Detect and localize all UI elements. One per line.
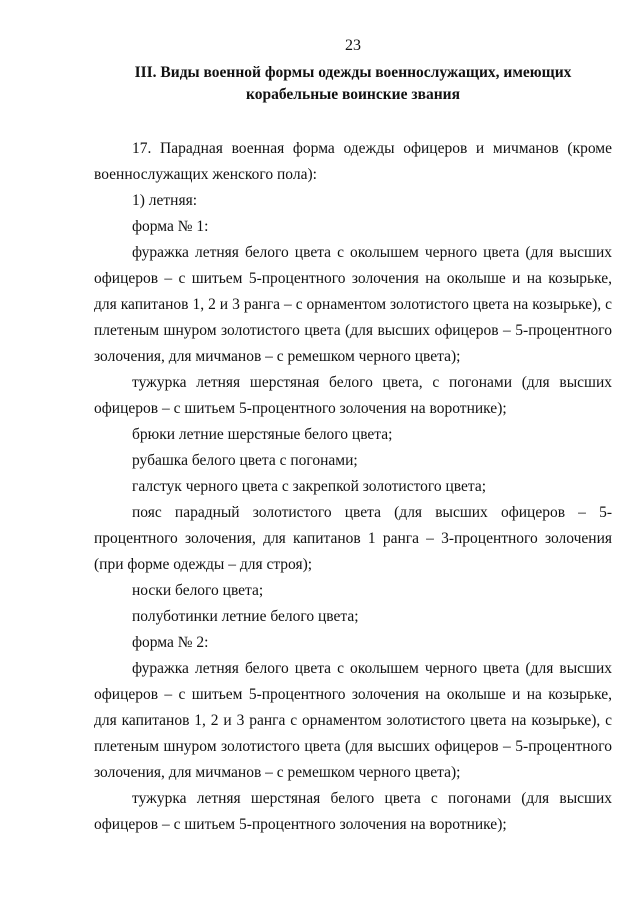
paragraph-cap-2: фуражка летняя белого цвета с околышем черного цвета (для высших офицеров – с шитьем 5-процентного золочения на околыше и на козырьке, для капитанов 1, 2 и 3 ранга с орнаментом золотистого цвета на козырьке), с плетеным шнуром золотистого цвета (для высших офицеров – 5-процентного золочения, для мичманов – с ремешком черного цвета);	[94, 660, 612, 781]
paragraph-17-intro: 17. Парадная военная форма одежды офицеров и мичманов (кроме военнослужащих женского пола):	[94, 140, 612, 183]
paragraph-cap-1: фуражка летняя белого цвета с околышем черного цвета (для высших офицеров – с шитьем 5-процентного золочения на околыше и на козырьке, для капитанов 1, 2 и 3 ранга – с орнаментом золотистого цвета на козырьке), с плетеным шнуром золотистого цвета (для высших офицеров – 5-процентного золочения, для мичманов – с ремешком черного цвета);	[94, 244, 612, 365]
section-title-line-2: корабельные воинские звания	[246, 86, 460, 103]
page-number: 23	[345, 37, 361, 54]
paragraph-jacket-1: тужурка летняя шерстяная белого цвета, с погонами (для высших офицеров – с шитьем 5-процентного золочения на воротнике);	[94, 374, 612, 417]
section-title	[94, 62, 612, 106]
document-page	[94, 36, 612, 838]
section-title-line-1: III. Виды военной формы одежды военнослужащих, имеющих	[134, 64, 572, 81]
paragraph-shirt: рубашка белого цвета с погонами;	[132, 452, 358, 469]
paragraph-belt: пояс парадный золотистого цвета (для высших офицеров – 5-процентного золочения, для капитанов 1 ранга – 3-процентного золочения (при форме одежды – для строя);	[94, 504, 612, 573]
paragraph-summer: 1) летняя:	[132, 192, 198, 209]
paragraph-socks: носки белого цвета;	[132, 582, 264, 599]
paragraph-form-1: форма № 1:	[132, 218, 209, 235]
paragraph-trousers: брюки летние шерстяные белого цвета;	[132, 426, 393, 443]
paragraph-shoes: полуботинки летние белого цвета;	[132, 608, 359, 625]
paragraph-form-2: форма № 2:	[132, 634, 209, 651]
paragraph-jacket-2: тужурка летняя шерстяная белого цвета с погонами (для высших офицеров – с шитьем 5-процентного золочения на воротнике);	[94, 790, 612, 833]
paragraph-tie: галстук черного цвета с закрепкой золотистого цвета;	[132, 478, 487, 495]
